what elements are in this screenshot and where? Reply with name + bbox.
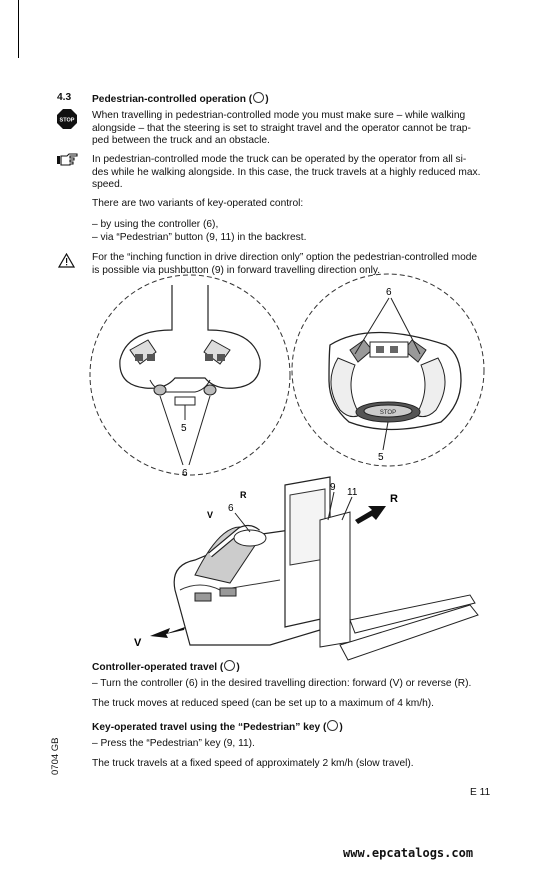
section-title: Pedestrian-controlled operation ( ) <box>92 94 269 105</box>
margin-rule <box>18 0 19 58</box>
callout-V-small: V <box>207 510 214 520</box>
stop-note: When travelling in pedestrian-controlled mode you must make sure – while walking alongside – that the steering is set to straight travel and the operator cannot be trap- ped between the truck and an obstacle. <box>92 110 471 146</box>
controller-step: – Turn the controller (6) in the desired travelling direction: forward (V) or reverse (R). <box>92 678 472 689</box>
callout-11: 11 <box>347 487 358 498</box>
key-step: – Press the “Pedestrian” key (9, 11). <box>92 738 255 749</box>
svg-text:STOP: STOP <box>379 410 397 416</box>
callout-6-right: 6 <box>386 287 392 298</box>
document-code: 0704 GB <box>50 737 61 775</box>
reverse-arrow <box>355 506 386 524</box>
callout-5-right: 5 <box>378 452 384 463</box>
stop-sign-icon <box>57 109 77 129</box>
page-number: E 11 <box>470 787 491 798</box>
controller-figure <box>0 270 555 670</box>
variants-intro: There are two variants of key-operated control: <box>92 198 304 209</box>
callout-R-small: R <box>240 490 247 500</box>
key-result: The truck travels at a fixed speed of approximately 2 km/h (slow travel). <box>92 758 414 769</box>
key-heading: Key-operated travel using the “Pedestrian” key ( ) <box>92 722 343 733</box>
variants-list: – by using the controller (6), – via “Pedestrian” button (9, 11) in the backrest. <box>92 219 307 243</box>
section-number: 4.3 <box>57 92 72 103</box>
callout-9: 9 <box>330 482 336 493</box>
callout-6-left: 6 <box>182 468 188 479</box>
footer-url[interactable]: www.epcatalogs.com <box>343 846 474 860</box>
controller-heading: Controller-operated travel ( ) <box>92 662 240 673</box>
callout-6-truck: 6 <box>228 503 234 514</box>
forward-arrow <box>150 627 185 638</box>
callout-R-large: R <box>390 493 398 505</box>
callout-V-large: V <box>134 637 142 649</box>
pointing-hand-icon <box>57 153 79 167</box>
warning-icon <box>58 253 75 268</box>
info-note: In pedestrian-controlled mode the truck can be operated by the operator from all si- des while he walking alongside. In this case, the truck travels at a highly reduced max. speed. <box>92 154 481 190</box>
callout-5-left: 5 <box>181 423 187 434</box>
warning-note: For the “inching function in drive direction only” option the pedestrian-controlled mode is possible via pushbutton (9) in forward travelling direction only. <box>92 252 478 276</box>
controller-result: The truck moves at reduced speed (can be set up to a maximum of 4 km/h). <box>92 698 435 709</box>
svg-text:STOP: STOP <box>59 117 75 124</box>
